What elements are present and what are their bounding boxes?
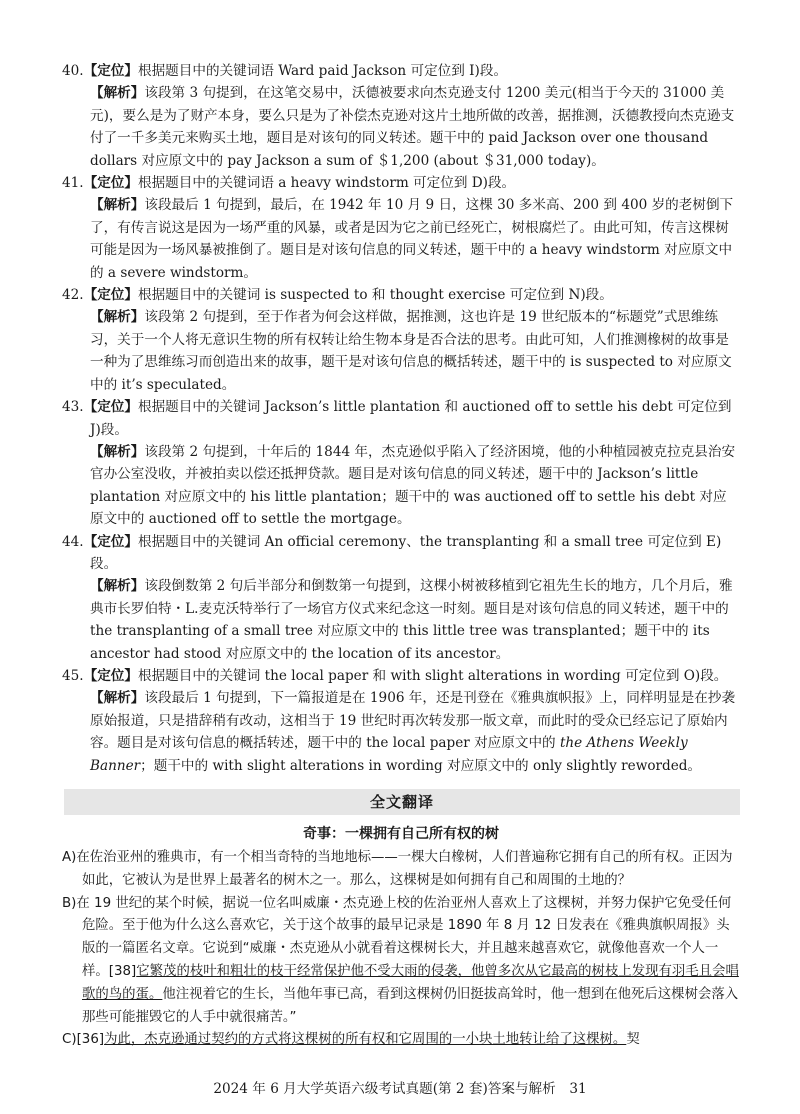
paragraph-text: B)在 19 世纪的某个时候，据说一位名叫威廉・杰克逊上校的佐治亚州人喜欢上了这棵树，并努力保护它免受任何危险。至于他为什么这么喜欢它，关于这个故事的最早记录是 1890 年 8 月 12 日发表在《雅典旗帜周报》头版的一篇匿名文章。它说到“威廉・杰克逊从小就看着这棵树长大，并且越来越喜欢它，就像他喜欢一个人一样。 bbox=[62, 895, 732, 979]
analysis-label: 【解析】 bbox=[90, 85, 145, 102]
analysis-label: 【解析】 bbox=[90, 690, 145, 707]
question-number: 41. bbox=[62, 175, 84, 192]
translation-paragraph-a: A)在佐治亚州的雅典市，有一个相当奇特的当地地标——一棵大白橡树，人们普遍称它拥有自己的所有权。正因为如此，它被认为是世界上最著名的树木之一。那么，这棵树是如何拥有自己和周围的土地的？ bbox=[62, 850, 733, 888]
answer-item-45 bbox=[62, 665, 740, 777]
question-number: 43. bbox=[62, 399, 84, 416]
answer-item-42 bbox=[62, 284, 740, 396]
paragraph-text-end: 契 bbox=[626, 1032, 640, 1048]
answer-item-40 bbox=[62, 60, 740, 172]
question-number: 42. bbox=[62, 287, 84, 304]
question-number: 40. bbox=[62, 63, 84, 79]
analysis-text: 该段倒数第 2 句后半部分和倒数第一句提到，这棵小树被移植到它祖先生长的地方，几个月后，雅典市长罗伯特・L.麦克沃特举行了一场官方仪式来纪念这一时刻。题目是对该句信息的同义转述，题干中的 the transplanting of a small tree 对应原文中的 this little tree was transplanted；题干中的 its ancestor had stood 对应原文中的 the location of its ancestor。 bbox=[90, 578, 733, 662]
translation-paragraph-b bbox=[62, 893, 740, 1030]
page-footer: 2024 年 6 月大学英语六级考试真题(第 2 套)答案与解析 31 bbox=[213, 1081, 587, 1097]
analysis-label: 【解析】 bbox=[90, 309, 145, 326]
answer-item-41 bbox=[62, 172, 740, 284]
analysis-text-end: ；题干中的 with slight alterations in wording 对应原文中的 only slightly reworded。 bbox=[140, 757, 702, 774]
analysis-text: 该段最后 1 句提到，最后，在 1942 年 10 月 9 日，这棵 30 多米高、200 到 400 岁的老树倒下了，有传言说这是因为一场严重的风暴，或者是因为它之前已经死亡，树根腐烂了。由此可知，传言这棵树可能是因为一场风暴被推倒了。题目是对该句信息的同义转述，题干中的 a heavy windstorm 对应原文中的 a severe windstorm。 bbox=[90, 197, 734, 281]
article-title: 奇事：一棵拥有自己所有权的树 bbox=[303, 826, 499, 842]
analysis-label: 【解析】 bbox=[90, 197, 145, 214]
paragraph-letter: C) bbox=[62, 1032, 77, 1048]
locate-text: 根据题目中的关键词语 a heavy windstorm 可定位到 D)段。 bbox=[138, 175, 516, 192]
underlined-answer-text: 为此，杰克逊通过契约的方式将这棵树的所有权和它周围的一小块土地转让给了这棵树。 bbox=[104, 1032, 627, 1048]
locate-text: 根据题目中的关键词 the local paper 和 with slight alterations in wording 可定位到 O)段。 bbox=[138, 667, 728, 684]
question-number: 45. bbox=[62, 667, 84, 684]
locate-label: 【定位】 bbox=[83, 175, 138, 192]
answer-item-44 bbox=[62, 531, 740, 665]
paragraph-text-end: 他注视着它的生长，当他年事已高，看到这棵树仍旧挺拔高耸时，他一想到在他死后这棵树会落入那些可能摧毁它的人手中就很痛苦。” bbox=[82, 986, 739, 1025]
question-marker: [36] bbox=[76, 1032, 105, 1048]
locate-text: 根据题目中的关键词 Jackson’s little plantation 和 auctioned off to settle his debt 可定位到 J)段。 bbox=[90, 399, 732, 438]
answer-item-43 bbox=[62, 396, 740, 530]
analysis-text: 该段第 2 句提到，十年后的 1844 年，杰克逊似乎陷入了经济困境，他的小种植园被克拉克县治安官办公室没收，并被拍卖以偿还抵押贷款。题目是对该句信息的同义转述，题干中的 Jackson’s little plantation 对应原文中的 his little plantation；题干中的 was auctioned off to settle his debt 对应原文中的 auctioned off to settle the mortgage。 bbox=[90, 443, 736, 528]
locate-text: 根据题目中的关键词 is suspected to 和 thought exercise 可定位到 N)段。 bbox=[138, 287, 613, 304]
question-marker: [38] bbox=[108, 963, 137, 979]
analysis-text: 该段最后 1 句提到，下一篇报道是在 1906 年，还是刊登在《雅典旗帜报》上，同样明显是在抄袭原始报道，只是措辞稍有改动，这相当于 19 世纪时再次转发那一版文章，而此时的受众已经忘记了原始内容。题目是对该句信息的概括转述，题干中的 the local paper 对应原文中的 bbox=[90, 690, 736, 752]
locate-text: 根据题目中的关键词 An official ceremony、the transplanting 和 a small tree 可定位到 E)段。 bbox=[90, 533, 722, 572]
analysis-text: 该段第 3 句提到，在这笔交易中，沃德被要求向杰克逊支付 1200 美元(相当于今天的 31000 美元)，要么是为了财产本身，要么只是为了补偿杰克逊对这片土地所做的改善，据推测，沃德教授向杰克逊支付了一千多美元来购买土地，题目是对该句的同义转述。题干中的 paid Jackson over one thousand dollars 对应原文中的 pay Jackson a sum of ＄1,200 (about ＄31,000 today)。 bbox=[90, 85, 735, 169]
section-banner: 全文翻译 bbox=[64, 789, 740, 815]
locate-label: 【定位】 bbox=[83, 399, 138, 416]
underlined-answer-text: 它繁茂的枝叶和粗壮的枝干经常保护他不受大雨的侵袭，他曾多次从它最高的树枝上发现有羽毛且会唱歌的鸟的蛋。 bbox=[82, 963, 739, 1002]
locate-text: 根据题目中的关键词语 Ward paid Jackson 可定位到 I)段。 bbox=[138, 63, 508, 79]
question-number: 44. bbox=[62, 533, 84, 550]
translation-paragraph-c bbox=[62, 1029, 740, 1052]
locate-label: 【定位】 bbox=[83, 667, 138, 684]
analysis-label: 【解析】 bbox=[90, 578, 145, 595]
locate-label: 【定位】 bbox=[83, 63, 138, 79]
analysis-text: 该段第 2 句提到，至于作者为何会这样做，据推测，这也许是 19 世纪版本的“标题党”式思维练习，关于一个人将无意识生物的所有权转让给生物本身是否合法的思考。由此可知，人们推测橡树的故事是一种为了思维练习而创造出来的故事，题干是对该句信息的概括转述，题干中的 is suspected to 对应原文中的 it’s speculated。 bbox=[90, 309, 732, 393]
analysis-label: 【解析】 bbox=[90, 443, 145, 460]
locate-label: 【定位】 bbox=[83, 287, 138, 304]
locate-label: 【定位】 bbox=[83, 533, 138, 550]
newspaper-title: the Athens Weekly Banner bbox=[90, 735, 688, 774]
